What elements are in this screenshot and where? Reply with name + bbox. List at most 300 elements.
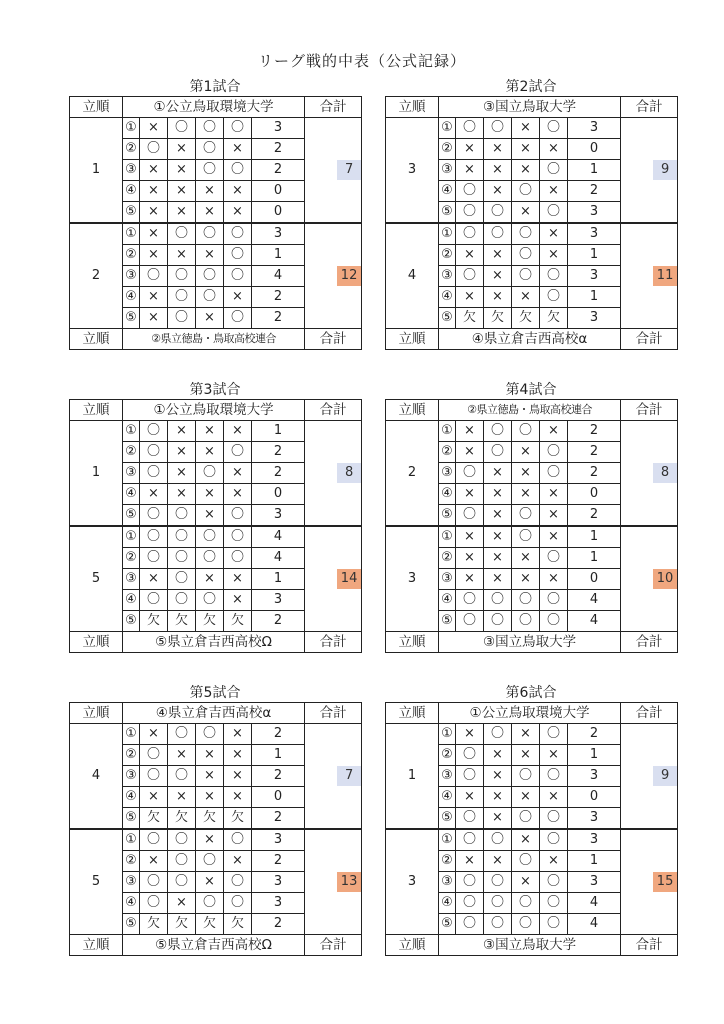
- hit-count: 1: [568, 526, 621, 548]
- shot-mark: ×: [540, 787, 568, 808]
- match-title: 第6試合: [505, 685, 557, 701]
- shot-mark: ×: [456, 421, 484, 442]
- shot-mark: 欠: [196, 808, 224, 830]
- match-table-block: [69, 78, 361, 350]
- shot-mark: ×: [512, 202, 540, 224]
- shot-mark: ×: [224, 766, 252, 787]
- shot-mark: ×: [224, 463, 252, 484]
- group-total: 15: [653, 872, 677, 892]
- total-header: 合計: [305, 400, 362, 421]
- shot-mark: ×: [168, 484, 196, 505]
- shot-mark: 〇: [540, 442, 568, 463]
- shot-mark: ×: [512, 745, 540, 766]
- shot-mark: ×: [224, 421, 252, 442]
- shot-mark: ×: [456, 787, 484, 808]
- hit-count: 3: [568, 808, 621, 830]
- shot-mark: 〇: [484, 724, 512, 745]
- shot-mark: 〇: [140, 139, 168, 160]
- hit-count: 0: [252, 181, 305, 202]
- footer-row: [386, 632, 678, 653]
- shot-mark: 〇: [168, 266, 196, 287]
- shot-mark: ×: [224, 724, 252, 745]
- shot-mark: 〇: [456, 266, 484, 287]
- shot-mark: ×: [224, 787, 252, 808]
- total-header: 合計: [621, 935, 678, 956]
- shot-mark: 〇: [224, 245, 252, 266]
- shot-mark: ×: [196, 308, 224, 329]
- match-table-block: [69, 684, 361, 956]
- total-header: 合計: [621, 97, 678, 118]
- score-table: [69, 399, 362, 653]
- shot-mark: 〇: [540, 893, 568, 914]
- shot-mark: 〇: [456, 829, 484, 851]
- shooter-number: ①: [123, 526, 140, 548]
- match-title: 第4試合: [505, 382, 557, 398]
- shooter-number: ②: [123, 245, 140, 266]
- shooter-number: ③: [439, 766, 456, 787]
- shot-mark: ×: [224, 287, 252, 308]
- hit-count: 2: [252, 766, 305, 787]
- shot-mark: ×: [140, 160, 168, 181]
- shot-mark: ×: [196, 766, 224, 787]
- shooter-number: ②: [123, 139, 140, 160]
- rank-number: 2: [386, 421, 439, 527]
- shot-mark: 〇: [456, 223, 484, 245]
- rank-number: 2: [70, 223, 123, 329]
- shooter-number: ④: [123, 484, 140, 505]
- shot-mark: ×: [540, 526, 568, 548]
- match-title: 第3試合: [189, 382, 241, 398]
- hit-count: 3: [568, 118, 621, 139]
- group-total-cell: [621, 724, 678, 830]
- total-header: 合計: [621, 400, 678, 421]
- hit-count: 0: [568, 484, 621, 505]
- shot-mark: 〇: [140, 872, 168, 893]
- shot-mark: 〇: [196, 139, 224, 160]
- shot-mark: 〇: [196, 893, 224, 914]
- hit-count: 3: [568, 223, 621, 245]
- shooter-number: ②: [439, 548, 456, 569]
- shot-mark: 欠: [512, 308, 540, 329]
- shot-mark: 〇: [512, 590, 540, 611]
- shooter-number: ③: [123, 160, 140, 181]
- score-table: [385, 702, 678, 956]
- shot-mark: 〇: [512, 181, 540, 202]
- shooter-number: ④: [439, 893, 456, 914]
- shot-mark: 〇: [456, 181, 484, 202]
- group-total-cell: [305, 421, 362, 527]
- shooter-row: [386, 526, 678, 548]
- rank-header: 立順: [386, 935, 439, 956]
- team-name-top: ①公立鳥取環境大学: [439, 703, 621, 724]
- shooter-number: ③: [439, 569, 456, 590]
- team-name-top: ①公立鳥取環境大学: [123, 400, 305, 421]
- match-table-block: [385, 381, 677, 653]
- shot-mark: 〇: [512, 611, 540, 632]
- shooter-number: ④: [439, 287, 456, 308]
- shot-mark: 〇: [512, 266, 540, 287]
- hit-count: 2: [252, 463, 305, 484]
- hit-count: 3: [568, 766, 621, 787]
- shot-mark: 〇: [196, 724, 224, 745]
- shot-mark: 〇: [540, 914, 568, 935]
- shot-mark: 〇: [196, 851, 224, 872]
- shooter-number: ③: [123, 569, 140, 590]
- shooter-number: ③: [123, 872, 140, 893]
- shot-mark: ×: [140, 569, 168, 590]
- hit-count: 3: [568, 829, 621, 851]
- hit-count: 3: [568, 266, 621, 287]
- shot-mark: 〇: [224, 893, 252, 914]
- shot-mark: 〇: [224, 160, 252, 181]
- shot-mark: ×: [456, 245, 484, 266]
- shot-mark: 〇: [456, 766, 484, 787]
- team-name-bottom: ③国立鳥取大学: [439, 632, 621, 653]
- shot-mark: 〇: [456, 505, 484, 527]
- shot-mark: 〇: [168, 118, 196, 139]
- shot-mark: ×: [196, 569, 224, 590]
- shot-mark: ×: [456, 548, 484, 569]
- shooter-number: ①: [123, 724, 140, 745]
- rank-header: 立順: [70, 935, 123, 956]
- hit-count: 2: [252, 808, 305, 830]
- hit-count: 3: [568, 872, 621, 893]
- team-name-bottom: ⑤県立倉吉西高校Ω: [123, 935, 305, 956]
- shot-mark: 〇: [540, 118, 568, 139]
- shot-mark: 〇: [168, 287, 196, 308]
- shot-mark: 〇: [456, 808, 484, 830]
- shot-mark: 〇: [140, 526, 168, 548]
- shot-mark: ×: [168, 893, 196, 914]
- shot-mark: ×: [456, 526, 484, 548]
- rank-header: 立順: [70, 703, 123, 724]
- shooter-number: ⑤: [439, 808, 456, 830]
- group-total-cell: [621, 526, 678, 632]
- rank-number: 1: [70, 118, 123, 224]
- shot-mark: ×: [484, 245, 512, 266]
- shooter-number: ④: [123, 893, 140, 914]
- shooter-number: ④: [123, 590, 140, 611]
- shooter-number: ①: [123, 421, 140, 442]
- hit-count: 4: [252, 526, 305, 548]
- shooter-number: ①: [123, 118, 140, 139]
- total-header: 合計: [305, 97, 362, 118]
- hit-count: 3: [252, 872, 305, 893]
- shot-mark: 欠: [196, 611, 224, 632]
- shot-mark: ×: [512, 287, 540, 308]
- hit-count: 2: [252, 160, 305, 181]
- shot-mark: 〇: [196, 463, 224, 484]
- team-name-top: ③国立鳥取大学: [439, 97, 621, 118]
- group-total-cell: [621, 829, 678, 935]
- hit-count: 3: [252, 893, 305, 914]
- rank-header: 立順: [386, 97, 439, 118]
- shot-mark: 欠: [140, 808, 168, 830]
- shot-mark: ×: [224, 202, 252, 224]
- shot-mark: ×: [484, 484, 512, 505]
- hit-count: 2: [252, 287, 305, 308]
- shooter-number: ⑤: [123, 505, 140, 527]
- shooter-number: ⑤: [123, 914, 140, 935]
- shooter-row: [70, 724, 362, 745]
- score-table: [385, 96, 678, 350]
- shooter-number: ②: [123, 851, 140, 872]
- shot-mark: ×: [140, 181, 168, 202]
- shot-mark: ×: [196, 181, 224, 202]
- shooter-number: ⑤: [123, 202, 140, 224]
- hit-count: 2: [568, 724, 621, 745]
- total-header: 合計: [621, 632, 678, 653]
- team-name-bottom: ③国立鳥取大学: [439, 935, 621, 956]
- hit-count: 1: [568, 548, 621, 569]
- shot-mark: ×: [196, 505, 224, 527]
- shot-mark: 〇: [224, 308, 252, 329]
- shooter-number: ②: [123, 548, 140, 569]
- shot-mark: ×: [456, 724, 484, 745]
- rank-header: 立順: [70, 632, 123, 653]
- shot-mark: 〇: [224, 505, 252, 527]
- shooter-number: ⑤: [123, 808, 140, 830]
- shot-mark: 〇: [168, 724, 196, 745]
- rank-number: 1: [386, 724, 439, 830]
- shot-mark: 〇: [224, 118, 252, 139]
- shot-mark: ×: [140, 245, 168, 266]
- footer-row: [70, 329, 362, 350]
- shot-mark: ×: [540, 569, 568, 590]
- shot-mark: ×: [196, 829, 224, 851]
- shot-mark: 〇: [512, 421, 540, 442]
- shot-mark: 〇: [196, 118, 224, 139]
- shot-mark: 〇: [140, 590, 168, 611]
- shot-mark: ×: [540, 223, 568, 245]
- hit-count: 3: [568, 308, 621, 329]
- shot-mark: 〇: [168, 590, 196, 611]
- shooter-row: [70, 526, 362, 548]
- team-name-top: ②県立徳島・鳥取高校連合: [439, 400, 621, 421]
- hit-count: 1: [568, 245, 621, 266]
- shot-mark: ×: [540, 745, 568, 766]
- shooter-number: ④: [123, 287, 140, 308]
- shooter-row: [70, 829, 362, 851]
- group-total-cell: [621, 118, 678, 224]
- shot-mark: 〇: [140, 829, 168, 851]
- shot-mark: ×: [540, 181, 568, 202]
- shot-mark: 欠: [168, 914, 196, 935]
- shot-mark: ×: [512, 724, 540, 745]
- hit-count: 0: [252, 484, 305, 505]
- shot-mark: ×: [540, 421, 568, 442]
- group-total-cell: [305, 118, 362, 224]
- shot-mark: 〇: [540, 160, 568, 181]
- header-row: [386, 400, 678, 421]
- shot-mark: 欠: [140, 914, 168, 935]
- shot-mark: 〇: [224, 872, 252, 893]
- shot-mark: 〇: [456, 590, 484, 611]
- shot-mark: 〇: [484, 611, 512, 632]
- shooter-number: ③: [123, 266, 140, 287]
- group-total: 12: [337, 266, 361, 286]
- shooter-number: ①: [439, 421, 456, 442]
- shot-mark: ×: [456, 139, 484, 160]
- shot-mark: ×: [456, 484, 484, 505]
- shot-mark: 〇: [484, 202, 512, 224]
- shooter-number: ③: [439, 872, 456, 893]
- shot-mark: ×: [512, 463, 540, 484]
- match-title: 第2試合: [505, 79, 557, 95]
- shot-mark: 〇: [224, 548, 252, 569]
- header-row: [386, 703, 678, 724]
- hit-count: 0: [252, 202, 305, 224]
- shooter-number: ③: [439, 160, 456, 181]
- shooter-number: ④: [123, 787, 140, 808]
- shot-mark: 〇: [140, 442, 168, 463]
- shot-mark: 〇: [484, 421, 512, 442]
- total-header: 合計: [305, 329, 362, 350]
- shot-mark: ×: [484, 160, 512, 181]
- shot-mark: 〇: [196, 160, 224, 181]
- rank-header: 立順: [386, 632, 439, 653]
- shot-mark: ×: [484, 526, 512, 548]
- shot-mark: 〇: [540, 548, 568, 569]
- group-total: 8: [337, 463, 361, 483]
- shot-mark: ×: [484, 766, 512, 787]
- group-total-cell: [305, 526, 362, 632]
- shot-mark: ×: [140, 118, 168, 139]
- shot-mark: ×: [512, 139, 540, 160]
- shot-mark: 〇: [540, 463, 568, 484]
- shot-mark: 〇: [224, 442, 252, 463]
- shot-mark: ×: [456, 442, 484, 463]
- shot-mark: 〇: [512, 893, 540, 914]
- shot-mark: 〇: [224, 829, 252, 851]
- shot-mark: ×: [456, 851, 484, 872]
- shot-mark: 〇: [484, 829, 512, 851]
- shot-mark: ×: [224, 484, 252, 505]
- hit-count: 2: [568, 505, 621, 527]
- hit-count: 3: [252, 223, 305, 245]
- shot-mark: 〇: [512, 851, 540, 872]
- score-table: [385, 399, 678, 653]
- footer-row: [70, 632, 362, 653]
- match-title: 第1試合: [189, 79, 241, 95]
- shot-mark: ×: [168, 745, 196, 766]
- shot-mark: 〇: [540, 724, 568, 745]
- shot-mark: ×: [540, 484, 568, 505]
- shot-mark: ×: [512, 442, 540, 463]
- shot-mark: 〇: [168, 766, 196, 787]
- hit-count: 4: [252, 266, 305, 287]
- group-total-cell: [305, 724, 362, 830]
- rank-number: 5: [70, 526, 123, 632]
- shooter-number: ④: [439, 181, 456, 202]
- shooter-number: ⑤: [123, 611, 140, 632]
- shooter-number: ⑤: [439, 202, 456, 224]
- shot-mark: 〇: [140, 421, 168, 442]
- shot-mark: ×: [484, 745, 512, 766]
- shot-mark: 〇: [168, 308, 196, 329]
- header-row: [70, 703, 362, 724]
- shot-mark: 〇: [224, 223, 252, 245]
- hit-count: 0: [252, 787, 305, 808]
- shooter-number: ⑤: [439, 308, 456, 329]
- hit-count: 2: [252, 851, 305, 872]
- header-row: [386, 97, 678, 118]
- group-total-cell: [305, 829, 362, 935]
- shooter-number: ③: [123, 766, 140, 787]
- shot-mark: ×: [224, 590, 252, 611]
- shooter-number: ①: [439, 829, 456, 851]
- shooter-number: ④: [439, 484, 456, 505]
- total-header: 合計: [305, 632, 362, 653]
- rank-number: 1: [70, 421, 123, 527]
- shot-mark: 〇: [512, 245, 540, 266]
- shot-mark: 〇: [484, 590, 512, 611]
- shooter-number: ④: [123, 181, 140, 202]
- shot-mark: 欠: [196, 914, 224, 935]
- shot-mark: 〇: [540, 266, 568, 287]
- group-total: 9: [653, 766, 677, 786]
- team-name-top: ①公立鳥取環境大学: [123, 97, 305, 118]
- shot-mark: 〇: [512, 914, 540, 935]
- shot-mark: 〇: [540, 829, 568, 851]
- header-row: [70, 97, 362, 118]
- group-total: 8: [653, 463, 677, 483]
- shot-mark: 〇: [196, 287, 224, 308]
- match-table-block: [385, 78, 677, 350]
- shot-mark: ×: [484, 181, 512, 202]
- shot-mark: ×: [140, 484, 168, 505]
- shot-mark: 〇: [512, 505, 540, 527]
- shooter-number: ⑤: [439, 611, 456, 632]
- team-name-bottom: ⑤県立倉吉西高校Ω: [123, 632, 305, 653]
- shooter-number: ②: [439, 745, 456, 766]
- shot-mark: 〇: [484, 914, 512, 935]
- shot-mark: 〇: [196, 266, 224, 287]
- shot-mark: 欠: [224, 611, 252, 632]
- shot-mark: ×: [540, 245, 568, 266]
- shot-mark: 〇: [168, 548, 196, 569]
- shot-mark: ×: [224, 181, 252, 202]
- hit-count: 1: [568, 851, 621, 872]
- shot-mark: ×: [456, 160, 484, 181]
- shooter-number: ①: [439, 724, 456, 745]
- shot-mark: ×: [512, 484, 540, 505]
- hit-count: 1: [252, 745, 305, 766]
- score-table: [69, 702, 362, 956]
- shot-mark: 〇: [168, 872, 196, 893]
- hit-count: 4: [252, 548, 305, 569]
- shot-mark: 〇: [224, 526, 252, 548]
- group-total-cell: [621, 223, 678, 329]
- shot-mark: ×: [512, 787, 540, 808]
- shot-mark: ×: [484, 787, 512, 808]
- shooter-number: ③: [439, 463, 456, 484]
- rank-number: 3: [386, 118, 439, 224]
- score-table: [69, 96, 362, 350]
- match-title: 第5試合: [189, 685, 241, 701]
- shot-mark: 〇: [512, 223, 540, 245]
- shooter-row: [70, 118, 362, 139]
- group-total: 11: [653, 266, 677, 286]
- hit-count: 4: [568, 893, 621, 914]
- shot-mark: 〇: [484, 223, 512, 245]
- shooter-number: ①: [439, 223, 456, 245]
- shot-mark: 〇: [140, 266, 168, 287]
- shot-mark: 〇: [540, 202, 568, 224]
- shot-mark: ×: [540, 505, 568, 527]
- hit-count: 3: [568, 202, 621, 224]
- rank-number: 3: [386, 829, 439, 935]
